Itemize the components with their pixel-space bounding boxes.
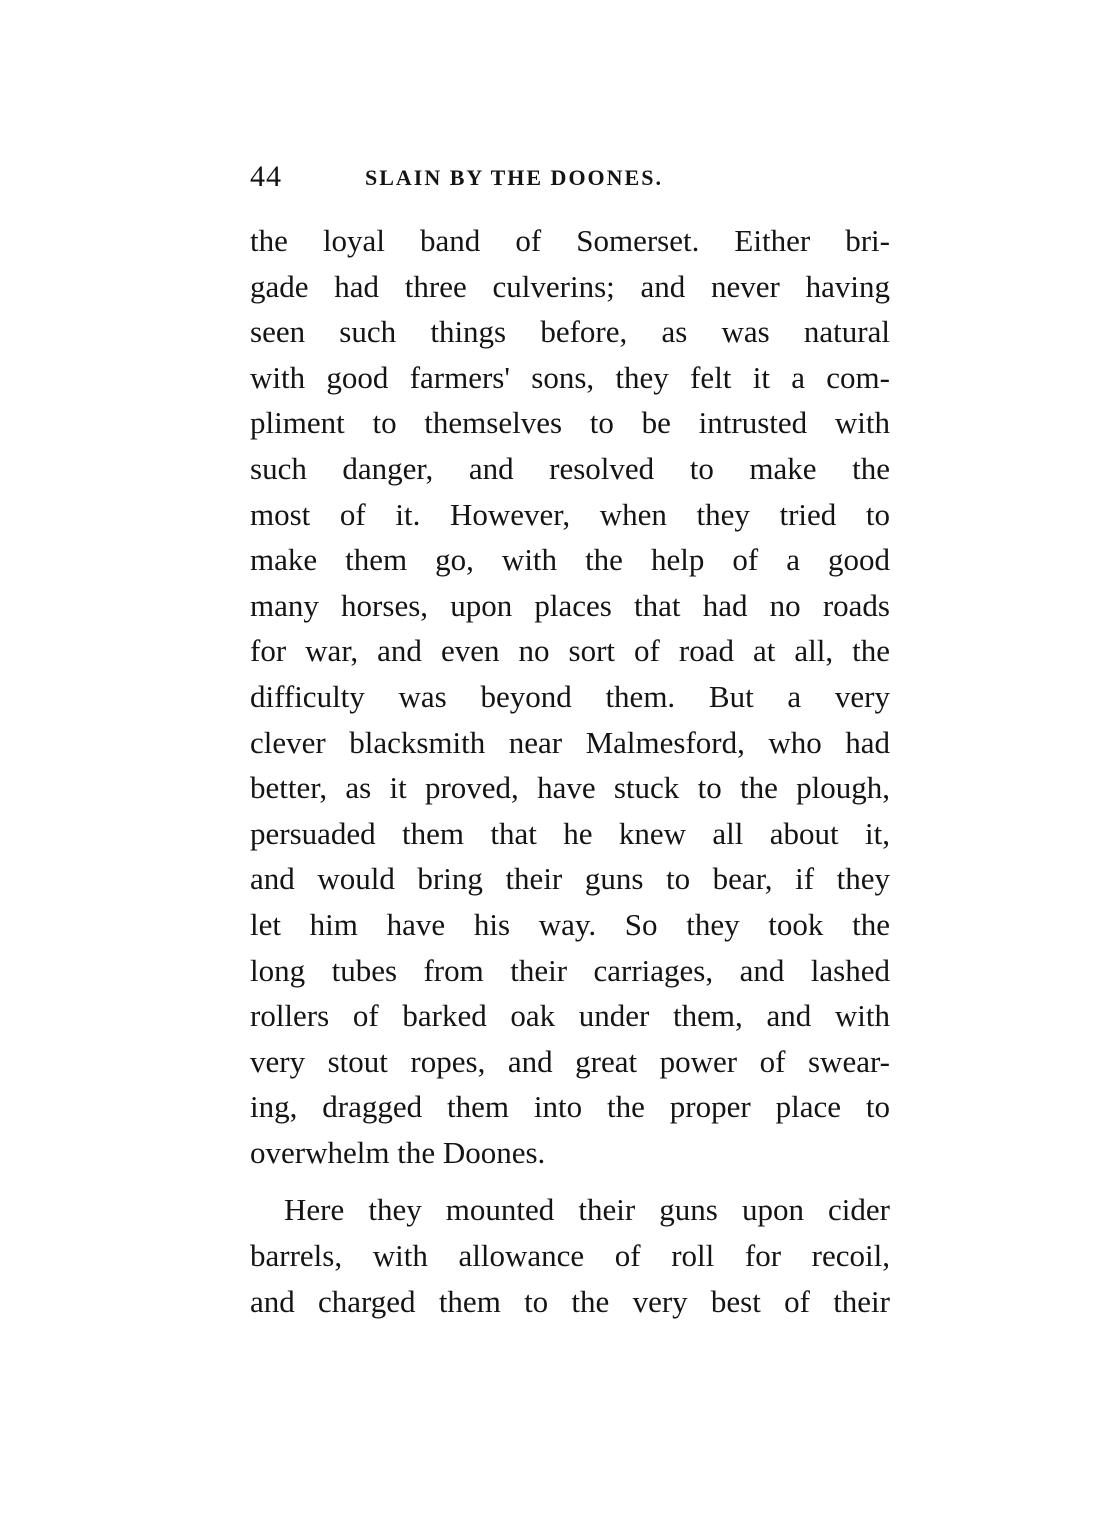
text-line: barrels, with allowance of roll for recoil, (250, 1238, 890, 1274)
text-line: the loyal band of Somerset. Either bri- (250, 223, 890, 258)
text-line: make them go, with the help of a good (250, 542, 890, 578)
text-line: and charged them to the very best of their (250, 1283, 890, 1319)
text-line: most of it. However, when they tried to (250, 496, 890, 532)
running-title: SLAIN BY THE DOONES. (365, 165, 663, 190)
text-line: let him have his way. So they took the (250, 906, 890, 942)
text-line: persuaded them that he knew all about it, (250, 815, 890, 851)
text-line: very stout ropes, and great power of swear- (250, 1043, 890, 1079)
text-line: rollers of barked oak under them, and with (250, 998, 890, 1034)
text-line: overwhelm the Doones. (250, 1134, 546, 1170)
text-line: better, as it proved, have stuck to the plough, (250, 770, 890, 806)
text-line: pliment to themselves to be intrusted with (250, 405, 890, 441)
text-line: ing, dragged them into the proper place to (250, 1089, 890, 1125)
text-line: gade had three culverins; and never having (250, 268, 890, 304)
text-line: such danger, and resolved to make the (250, 450, 890, 486)
text-line: and would bring their guns to bear, if they (250, 861, 890, 897)
text-line: with good farmers' sons, they felt it a com- (250, 359, 890, 395)
paragraph-1 (250, 218, 890, 1175)
text-line: clever blacksmith near Malmesford, who had (250, 724, 890, 760)
page-number: 44 (250, 160, 282, 193)
text-line: many horses, upon places that had no roads (250, 587, 890, 623)
text-line: for war, and even no sort of road at all, the (250, 633, 890, 669)
paragraph-gap (250, 1175, 890, 1187)
paragraph-2 (250, 1187, 890, 1324)
text-line: seen such things before, as was natural (250, 314, 890, 350)
text-line: long tubes from their carriages, and lashed (250, 952, 890, 988)
text-line: Here they mounted their guns upon cider (284, 1192, 890, 1228)
body-text (250, 218, 890, 1324)
text-line: difficulty was beyond them. But a very (250, 678, 890, 714)
page-header (250, 160, 890, 200)
